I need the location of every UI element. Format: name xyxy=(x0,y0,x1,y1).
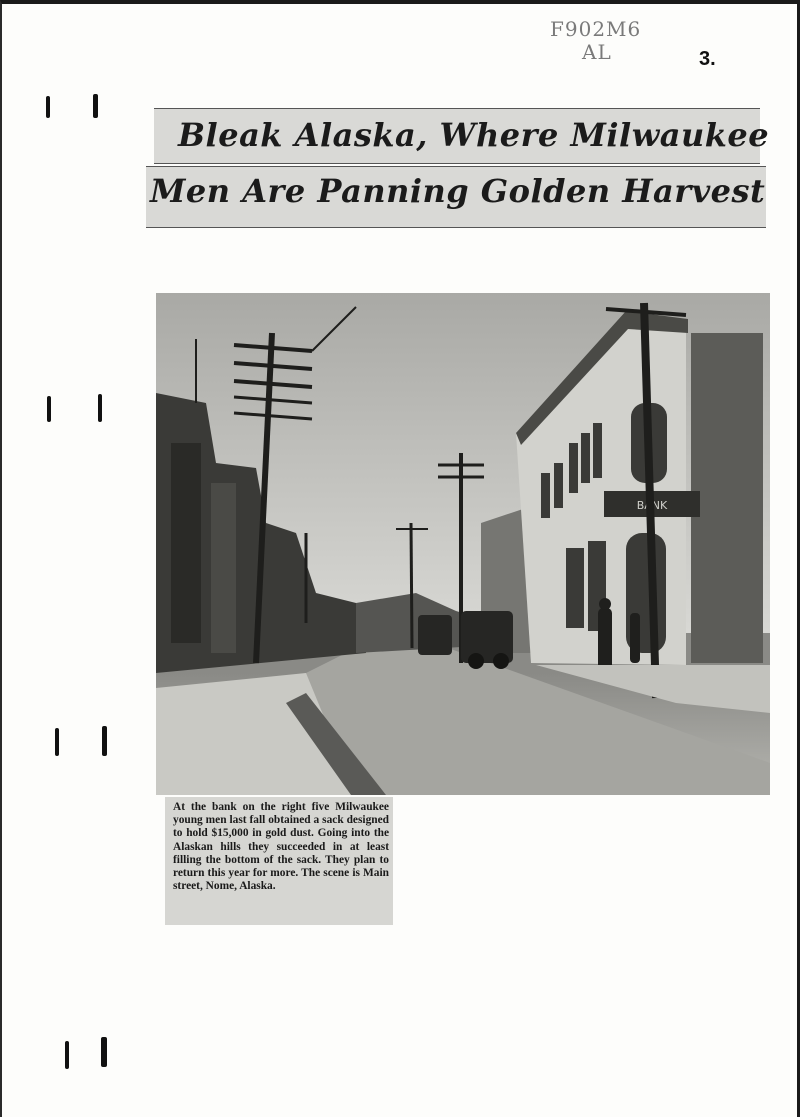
page-number: 3. xyxy=(699,48,716,70)
headline-line-2: Men Are Panning Golden Harvest xyxy=(150,172,766,210)
binder-mark xyxy=(93,94,98,118)
bank-stone-wall xyxy=(691,333,763,663)
binder-mark xyxy=(65,1041,69,1069)
street-photo xyxy=(156,293,770,795)
handwritten-note-line2: AL xyxy=(582,40,612,64)
binder-mark xyxy=(98,394,102,422)
left-building-detail xyxy=(211,483,236,653)
photo-caption xyxy=(165,797,393,925)
binder-mark xyxy=(46,96,50,118)
binder-mark xyxy=(47,396,51,422)
bank-sign-text: BANK xyxy=(636,499,668,512)
headline-clipping xyxy=(146,104,768,228)
binder-hole-marks xyxy=(2,4,142,1117)
street-scene-illustration xyxy=(156,293,770,795)
caption-text: At the bank on the right five Milwaukee young men last fall obtained a sack designed to hold $15,000 in gold dust. Going into the Alaskan hills they succeeded in at least filling the bottom of the sack. They plan to return this year for more. The scene is Main street, Nome, Alaska. xyxy=(173,801,389,893)
handwritten-catalog-note xyxy=(550,18,670,64)
binder-mark xyxy=(55,728,59,756)
binder-mark xyxy=(102,726,107,756)
handwritten-note-line1: F902M6 xyxy=(550,17,642,41)
headline-line-1: Bleak Alaska, Where Milwaukee xyxy=(178,116,770,154)
left-building-detail xyxy=(171,443,201,643)
binder-mark xyxy=(101,1037,107,1067)
